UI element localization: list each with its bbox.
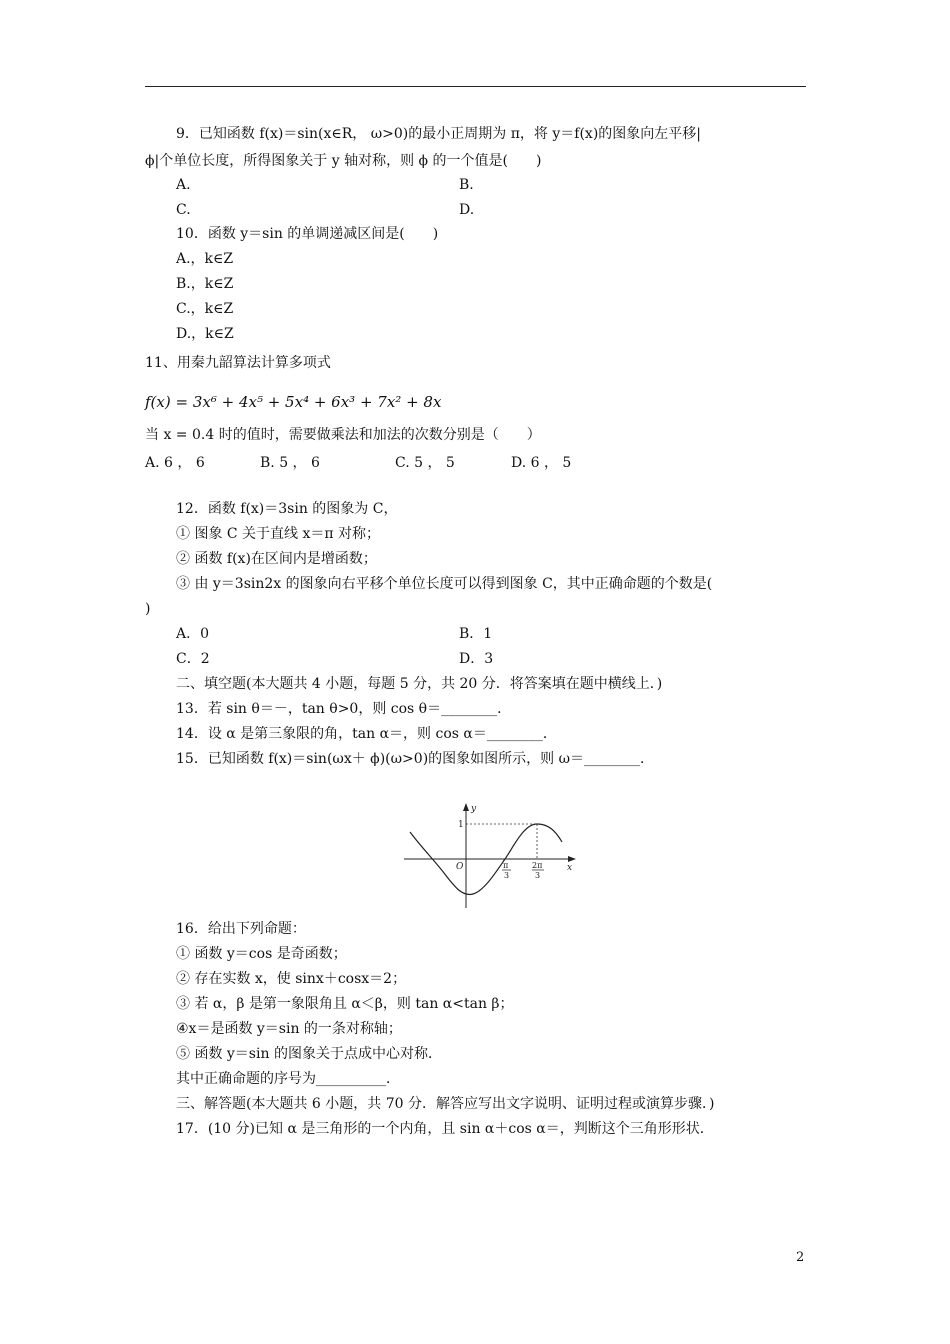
- y-value-one: 1: [458, 820, 464, 830]
- tick-pi-over-3-denominator: 3: [504, 871, 510, 880]
- q9-option-c: C.: [176, 202, 191, 218]
- q16-statement-5: ⑤ 函数 y＝sin 的图象关于点成中心对称．: [176, 1046, 442, 1062]
- x-axis-arrow: [568, 856, 576, 862]
- q9-line2: ϕ|个单位长度，所得图象关于 y 轴对称，则 ϕ 的一个值是( ): [145, 153, 542, 169]
- q15-sine-graph: [400, 798, 585, 910]
- q16-statement-1: ① 函数 y＝cos 是奇函数；: [176, 946, 347, 962]
- section-2-heading: 二、填空题(本大题共 4 小题，每题 5 分，共 20 分．将答案填在题中横线上．): [176, 676, 663, 692]
- y-axis-arrow: [463, 803, 469, 811]
- q16-statement-3: ③ 若 α，β 是第一象限角且 α＜β，则 tan α<tan β；: [176, 996, 514, 1012]
- y-axis-label: y: [471, 804, 477, 814]
- q12-option-c: C．2: [176, 651, 210, 667]
- q11-option-a: A. 6 ， 6: [145, 455, 205, 471]
- q12-statement-3-end: ): [145, 601, 151, 617]
- q9-line1: 9．已知函数 f(x)＝sin(x∈R， ω>0)的最小正周期为 π，将 y＝f(x)的图象向左平移|: [176, 126, 701, 142]
- q12-statement-2: ② 函数 f(x)在区间内是增函数；: [176, 551, 377, 567]
- tick-2pi-over-3-numerator: 2π: [532, 861, 543, 870]
- q12-statement-1: ① 图象 C 关于直线 x＝π 对称；: [176, 526, 381, 542]
- q12-stem: 12．函数 f(x)＝3sin 的图象为 C，: [176, 501, 398, 517]
- q16-statement-4: ④x＝是函数 y＝sin 的一条对称轴；: [176, 1021, 402, 1037]
- q10-option-b: B.，k∈Z: [176, 276, 234, 292]
- q12-statement-3: ③ 由 y＝3sin2x 的图象向右平移个单位长度可以得到图象 C，其中正确命题的个数是(: [176, 576, 713, 592]
- x-axis-label: x: [567, 863, 573, 873]
- q10-option-d: D.，k∈Z: [176, 326, 234, 342]
- origin-label: O: [456, 862, 464, 872]
- q15: 15．已知函数 f(x)＝sin(ωx＋ ϕ)(ω>0)的图象如图所示，则 ω＝________．: [176, 751, 655, 767]
- q12-option-b: B．1: [459, 626, 493, 642]
- q11-option-b: B. 5 ， 6: [260, 455, 320, 471]
- header-rule: [145, 86, 806, 87]
- q16-answer-line: 其中正确命题的序号为__________．: [176, 1071, 400, 1087]
- q10-option-a: A.，k∈Z: [176, 251, 234, 267]
- q13: 13．若 sin θ＝－，tan θ>0，则 cos θ＝________．: [176, 701, 512, 717]
- q17: 17．(10 分)已知 α 是三角形的一个内角，且 sin α＋cos α＝，判断这个三角形形状．: [176, 1121, 714, 1137]
- q9-option-d: D.: [459, 202, 475, 218]
- page-number: 2: [796, 1250, 805, 1265]
- q11-option-d: D. 6 ， 5: [511, 455, 572, 471]
- q12-option-d: D．3: [459, 651, 494, 667]
- q9-option-b: B.: [459, 177, 474, 193]
- q12-option-a: A．0: [176, 626, 210, 642]
- tick-pi-over-3-numerator: π: [503, 861, 509, 870]
- q14: 14．设 α 是第三象限的角，tan α＝，则 cos α＝________．: [176, 726, 557, 742]
- q10-option-c: C.，k∈Z: [176, 301, 234, 317]
- section-3-heading: 三、解答题(本大题共 6 小题，共 70 分．解答应写出文字说明、证明过程或演算步骤．): [176, 1096, 715, 1112]
- q10-stem: 10．函数 y＝sin 的单调递减区间是( ): [176, 226, 439, 242]
- q16-statement-2: ② 存在实数 x，使 sinx＋cosx＝2；: [176, 971, 407, 987]
- q11-stem: 11、用秦九韶算法计算多项式: [145, 355, 331, 371]
- q9-option-a: A.: [176, 177, 191, 193]
- q11-option-c: C. 5 ， 5: [395, 455, 455, 471]
- q16-stem: 16．给出下列命题：: [176, 921, 306, 937]
- tick-2pi-over-3-denominator: 3: [535, 871, 541, 880]
- q11-polynomial: f(x) = 3x⁶ + 4x⁵ + 5x⁴ + 6x³ + 7x² + 8x: [145, 393, 442, 411]
- q11-condition: 当 x = 0.4 时的值时，需要做乘法和加法的次数分别是（ ）: [145, 427, 541, 443]
